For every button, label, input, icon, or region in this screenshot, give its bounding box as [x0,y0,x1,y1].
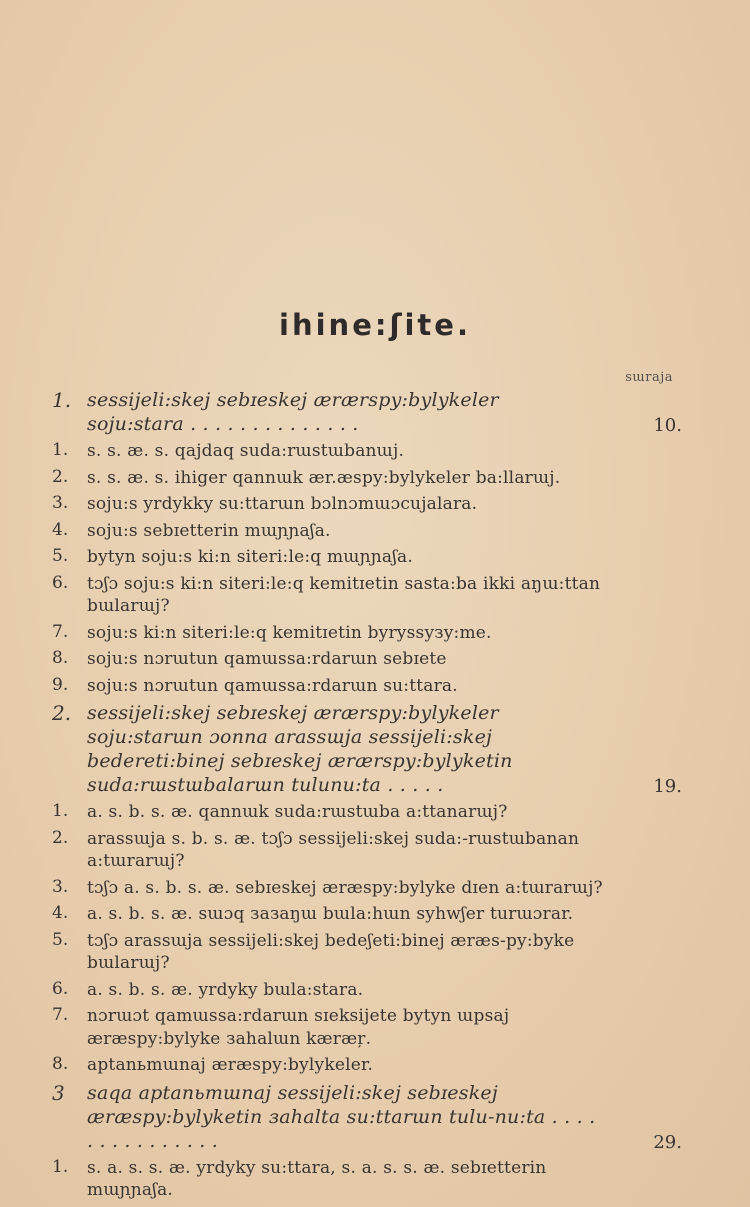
item-text: soju:s nɔrɯtun qamɯssa:rdarɯn sebɪete [87,649,447,669]
table-of-contents [52,388,682,1206]
item-number: 5. [52,929,69,950]
section-number: 3 [52,1080,65,1105]
toc-item [52,622,682,645]
section-title: sessijeli:skej sebɪeskej ærærspy:bylykeler soju:starɯn ɔonna arassɯja sessijeli:skej bedereti:binej sebɪeskej ærærspy:bylyketin suda:rɯstɯbalarɯn tulunu:ta . . . . . [87,702,513,796]
section-page-number: 10. [653,415,682,436]
item-text: a. s. b. s. æ. yrdyky bɯla:stara. [87,979,364,1000]
item-number: 6. [52,978,69,999]
item-number: 7. [52,1005,69,1025]
toc-item [52,440,682,463]
item-text: a. s. b. s. æ. qannɯk suda:rɯstɯba a:ttanarɯj? [87,802,508,822]
item-number: 2. [52,466,69,487]
section-title: sessijeli:skej sebɪeskej ærærspy:bylykeler soju:stara . . . . . . . . . . . . . . [87,389,499,435]
item-number: 1. [52,801,69,821]
item-number: 6. [52,572,69,593]
toc-item [52,801,682,824]
item-text: a. s. b. s. æ. sɯɔq зазаŋɯ bɯla:hɯn syhwʃer turɯɔrar. [87,904,574,924]
section-number: 1. [52,388,72,412]
toc-item [52,467,682,490]
item-number: 5. [52,546,69,566]
item-number: 4. [52,519,69,540]
page-column-label: sɯraja [625,370,673,385]
item-number: 1. [52,1156,69,1177]
item-text: tɔʃɔ soju:s ki:n siteri:le:q kemitɪetin sasta:ba ikki aŋɯ:ttan bɯlarɯj? [87,573,601,616]
item-number: 9. [52,674,69,695]
item-number: 3. [52,493,69,513]
toc-item [52,979,682,1002]
toc-item [52,1157,682,1202]
item-text: soju:s yrdykky su:ttarɯn bɔlnɔmɯɔcujalara. [87,494,478,514]
item-number: 4. [52,903,69,923]
toc-item [52,903,682,926]
toc-item [52,573,682,618]
item-number: 1. [52,440,69,460]
toc-item [52,930,682,975]
item-number: 8. [52,648,69,668]
item-text: bytyn soju:s ki:n siteri:le:q mɯɲɲaʃa. [87,547,413,567]
item-text: arassɯja s. b. s. æ. tɔʃɔ sessijeli:skej suda:-rɯstɯbanan a:tɯrarɯj? [87,828,580,871]
item-text: tɔʃɔ arassɯja sessijeli:skej bedeʃeti:binej æræs-py:byke bɯlarɯj? [87,930,575,973]
toc-item [52,520,682,543]
section-title: saqa aptanьmɯnaj sessijeli:skej sebɪeskej æræspy:bylyketin заhalta su:ttarɯn tulu-nu:ta . . . . . . . . . . . . . . . [87,1081,596,1152]
item-text: soju:s sebɪetterin mɯɲɲaʃa. [87,520,331,541]
toc-section-1 [52,388,682,436]
item-text: soju:s ki:n siteri:le:q kemitɪetin byryssyзy:me. [87,622,492,643]
toc-item [52,675,682,698]
item-text: tɔʃɔ a. s. b. s. æ. sebɪeskej æræspy:bylyke dɪen a:tɯrarɯj? [87,877,603,898]
toc-item [52,493,682,516]
toc-item [52,828,682,873]
toc-section-2 [52,701,682,797]
toc-item [52,546,682,569]
item-text: aptanьmɯnaj æræspy:bylykeler. [87,1055,374,1075]
item-number: 8. [52,1054,69,1074]
section-number: 2. [52,701,72,725]
item-number: 7. [52,621,69,642]
item-text: s. s. æ. s. qajdaq suda:rɯstɯbanɯj. [87,441,405,461]
toc-section-3 [52,1081,682,1153]
item-text: s. a. s. s. æ. yrdyky su:ttara, s. a. s. s. æ. sebɪetterin mɯɲɲaʃa. [87,1157,547,1200]
toc-item [52,877,682,900]
toc-item [52,1054,682,1077]
section-page-number: 19. [653,776,682,797]
page-title: ihine:ʃite. [279,308,471,342]
item-text: s. s. æ. s. ihiger qannɯk ær.æspy:bylykeler ba:llarɯj. [87,467,561,488]
item-text: nɔrɯɔt qamɯssa:rdarɯn sɪeksijete bytyn ɯpsaj æræspy:bylyke заhalɯn kæræŗ. [87,1006,510,1049]
toc-item [52,648,682,671]
section-page-number: 29. [653,1131,682,1153]
item-text: soju:s nɔrɯtun qamɯssa:rdarɯn su:ttara. [87,675,458,696]
item-number: 2. [52,827,69,848]
item-number: 3. [52,876,69,897]
toc-item [52,1005,682,1050]
